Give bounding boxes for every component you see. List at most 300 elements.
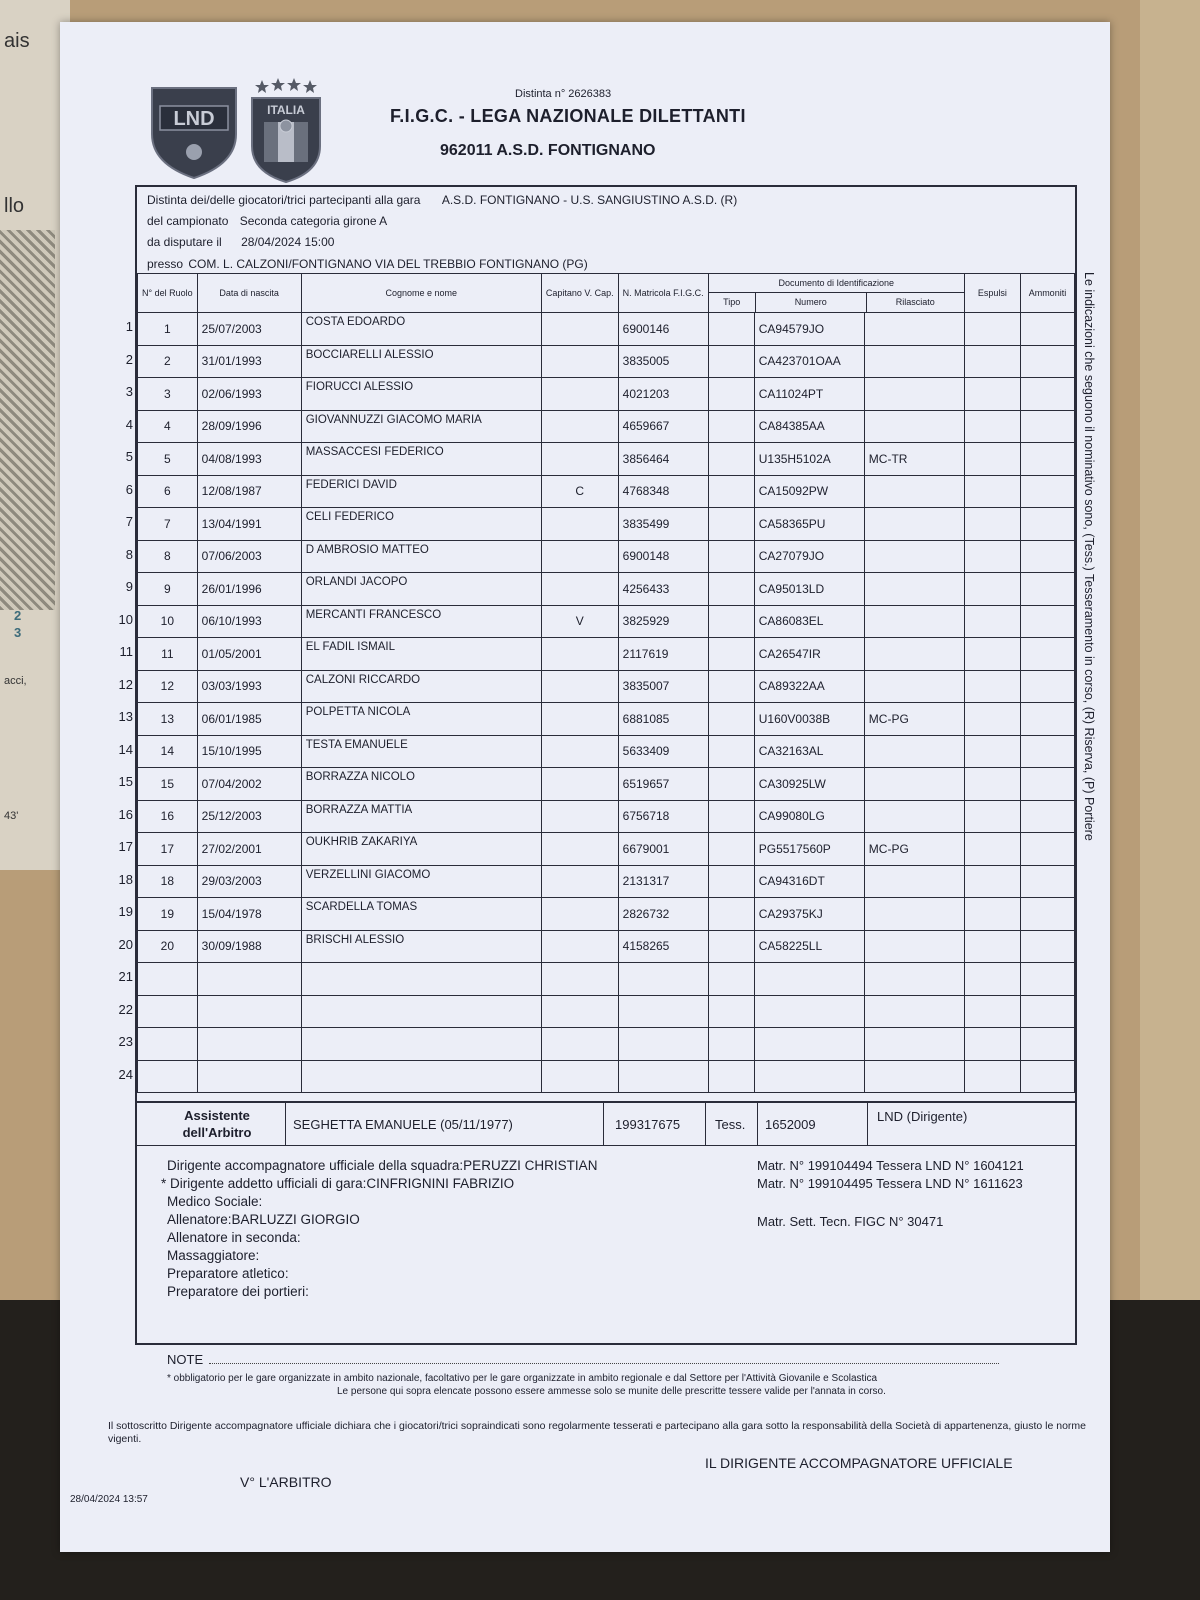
table-row [138,768,1075,801]
cell-cap [541,833,618,866]
cell-espulsi [964,833,1020,866]
desk-right [1140,0,1200,1300]
row-number: 20 [118,936,133,952]
cell-nascita: 25/07/2003 [197,313,301,346]
cell-tipo [708,703,754,736]
cell-ammoniti [1020,540,1074,573]
row-number: 4 [125,416,133,432]
cell-tipo [708,898,754,931]
cell-nascita: 07/06/2003 [197,540,301,573]
distinta-number: Distinta n° 2626383 [515,88,612,100]
players-box [118,185,1077,1397]
match-line [147,193,737,207]
row-number: 17 [118,839,133,854]
cell-ammoniti [1020,345,1074,378]
cell-matricola: 3835007 [618,670,708,703]
table-row-empty [138,1060,1075,1093]
cell-espulsi [964,508,1020,541]
cell-matricola: 6900148 [618,540,708,573]
assistente-name: SEGHETTA EMANUELE (05/11/1977) [293,1117,513,1132]
cell-cap [541,800,618,833]
cell-rilasciato [864,378,964,411]
cell-ruolo: 11 [138,638,198,671]
table-row [138,703,1075,736]
staff-addetto: * Dirigente addetto ufficiali di gara:CINFRIGNINI FABRIZIO [161,1176,515,1191]
cell-tipo [708,768,754,801]
col-capitano: Capitano V. Cap. [541,274,618,313]
newspaper-fragment: 43' [4,810,19,822]
cell-tipo [708,800,754,833]
row-number: 14 [118,741,133,757]
cell-empty [618,963,708,996]
cell-nome: ORLANDI JACOPO [301,573,541,606]
cell-numero: CA58365PU [754,508,864,541]
cell-nome: CELI FEDERICO [301,508,541,541]
newspaper-photo [0,230,55,610]
cell-nascita: 25/12/2003 [197,800,301,833]
table-row [138,898,1075,931]
cell-empty [708,995,754,1028]
cell-ruolo: 7 [138,508,198,541]
row-number: 24 [118,1066,133,1082]
col-tipo: Tipo [709,293,756,312]
cell-numero: PG5517560P [754,833,864,866]
cell-empty [754,1060,864,1093]
cell-rilasciato [864,475,964,508]
cell-cap [541,670,618,703]
cell-ammoniti [1020,638,1074,671]
cell-ammoniti [1020,930,1074,963]
cell-empty [864,995,964,1028]
cell-nome: D AMBROSIO MATTEO [301,540,541,573]
venue-label: presso [147,257,184,271]
cell-empty [301,995,541,1028]
cell-nascita: 28/09/1996 [197,410,301,443]
italia-logo-text: ITALIA [267,103,305,117]
cell-empty [1020,963,1074,996]
cell-numero: CA89322AA [754,670,864,703]
cell-espulsi [964,540,1020,573]
cell-empty [301,1028,541,1061]
cell-espulsi [964,638,1020,671]
col-numero: Numero [756,293,867,312]
cell-empty [964,963,1020,996]
cell-empty [618,995,708,1028]
cell-tipo [708,930,754,963]
cell-empty [138,963,198,996]
cell-nascita: 02/06/1993 [197,378,301,411]
cell-cap [541,540,618,573]
cell-matricola: 4158265 [618,930,708,963]
row-number: 18 [118,871,133,887]
table-row [138,735,1075,768]
cell-espulsi [964,930,1020,963]
cell-espulsi [964,573,1020,606]
club-name: 962011 A.S.D. FONTIGNANO [440,142,656,159]
cell-nascita: 13/04/1991 [197,508,301,541]
table-row [138,605,1075,638]
assistente-label-line2: dell'Arbitro [182,1125,252,1140]
cell-ammoniti [1020,573,1074,606]
cell-tipo [708,605,754,638]
table-row [138,670,1075,703]
cell-tipo [708,638,754,671]
table-row [138,475,1075,508]
cell-ammoniti [1020,410,1074,443]
declaration-text: Il sottoscritto Dirigente accompagnatore ufficiale dichiara che i giocatori/trici sopraindicati sono regolarmente tesserati e partecipano alla gara sotto la responsabilità della Società di appartenenza, giusto le norme vigenti. [108,1420,1087,1445]
table-row [138,865,1075,898]
cell-nome: BORRAZZA MATTIA [301,800,541,833]
date-label: da disputare il [147,235,222,249]
cell-numero: CA30925LW [754,768,864,801]
cell-nascita: 27/02/2001 [197,833,301,866]
col-espulsi: Espulsi [964,274,1020,313]
cell-ammoniti [1020,508,1074,541]
cell-empty [864,1060,964,1093]
date-line [147,235,334,249]
cell-espulsi [964,313,1020,346]
cell-nascita: 07/04/2002 [197,768,301,801]
cell-numero: CA11024PT [754,378,864,411]
cell-ruolo: 12 [138,670,198,703]
row-number: 11 [119,644,133,659]
cell-empty [197,995,301,1028]
cell-matricola: 2826732 [618,898,708,931]
cell-numero: CA99080LG [754,800,864,833]
cell-espulsi [964,410,1020,443]
cell-ruolo: 19 [138,898,198,931]
row-number: 22 [118,1001,133,1017]
cell-cap [541,345,618,378]
cell-tipo [708,735,754,768]
cell-numero: CA58225LL [754,930,864,963]
row-number: 16 [118,806,133,822]
cell-nome: FEDERICI DAVID [301,475,541,508]
cell-tipo [708,573,754,606]
cell-ruolo: 5 [138,443,198,476]
row-numbers [105,311,133,1091]
cell-espulsi [964,898,1020,931]
row-number: 19 [118,904,133,919]
cell-matricola: 3825929 [618,605,708,638]
cell-ruolo: 9 [138,573,198,606]
row-number: 12 [118,676,133,692]
cell-cap [541,768,618,801]
cell-matricola: 4256433 [618,573,708,606]
cell-matricola: 6900146 [618,313,708,346]
table-row [138,800,1075,833]
cell-numero: CA95013LD [754,573,864,606]
cell-empty [964,1060,1020,1093]
col-documento [708,274,964,313]
cell-ruolo: 4 [138,410,198,443]
match-teams: A.S.D. FONTIGNANO - U.S. SANGIUSTINO A.S.D. (R) [441,193,738,207]
cell-espulsi [964,768,1020,801]
cell-rilasciato [864,605,964,638]
cell-empty [138,995,198,1028]
cell-nascita: 31/01/1993 [197,345,301,378]
cell-empty [197,1060,301,1093]
cell-empty [864,963,964,996]
cell-ruolo: 16 [138,800,198,833]
cell-ruolo: 20 [138,930,198,963]
cell-cap [541,443,618,476]
cell-matricola: 4768348 [618,475,708,508]
row-number: 5 [125,449,133,464]
table-row [138,508,1075,541]
cell-cap [541,930,618,963]
assistente-row [137,1101,1075,1146]
cell-nome: POLPETTA NICOLA [301,703,541,736]
players-table [137,273,1075,1093]
cell-rilasciato [864,638,964,671]
row-number: 1 [125,319,133,334]
cell-ruolo: 6 [138,475,198,508]
table-row [138,378,1075,411]
col-nascita: Data di nascita [197,274,301,313]
championship-label: del campionato [147,214,229,228]
cell-ammoniti [1020,833,1074,866]
cell-nome: BORRAZZA NICOLO [301,768,541,801]
assistente-label [157,1107,277,1141]
cell-cap: V [541,605,618,638]
staff-medico: Medico Sociale: [167,1194,263,1209]
table-row [138,345,1075,378]
row-number: 15 [118,774,133,789]
cell-nome: BRISCHI ALESSIO [301,930,541,963]
cell-espulsi [964,443,1020,476]
cell-espulsi [964,865,1020,898]
cell-rilasciato [864,768,964,801]
staff-allenatore-seconda: Allenatore in seconda: [167,1230,301,1245]
cell-cap [541,378,618,411]
cell-rilasciato [864,508,964,541]
table-row [138,573,1075,606]
col-nome: Cognome e nome [301,274,541,313]
cell-empty [138,1060,198,1093]
cell-rilasciato [864,898,964,931]
cell-nome: GIOVANNUZZI GIACOMO MARIA [301,410,541,443]
assistente-role: LND (Dirigente) [877,1109,968,1124]
cell-ruolo: 13 [138,703,198,736]
staff-massaggiatore: Massaggiatore: [167,1248,260,1263]
cell-nome: EL FADIL ISMAIL [301,638,541,671]
date-value: 28/04/2024 15:00 [241,235,335,249]
cell-matricola: 2131317 [618,865,708,898]
cell-rilasciato: MC-PG [864,703,964,736]
cell-numero: CA423701OAA [754,345,864,378]
table-row-empty [138,995,1075,1028]
cell-espulsi [964,670,1020,703]
cell-numero: U135H5102A [754,443,864,476]
cell-rilasciato [864,670,964,703]
cell-ammoniti [1020,670,1074,703]
cell-ammoniti [1020,735,1074,768]
cell-ruolo: 3 [138,378,198,411]
cell-empty [197,1028,301,1061]
venue-value: COM. L. CALZONI/FONTIGNANO VIA DEL TREBBIO FONTIGNANO (PG) [188,257,588,271]
cell-matricola: 3835005 [618,345,708,378]
cell-espulsi [964,800,1020,833]
cell-empty [864,1028,964,1061]
cell-empty [1020,995,1074,1028]
cell-matricola: 4021203 [618,378,708,411]
cell-empty [541,995,618,1028]
cell-empty [301,1060,541,1093]
cell-empty [541,1028,618,1061]
cell-nome: MERCANTI FRANCESCO [301,605,541,638]
row-number: 9 [125,579,133,594]
cell-rilasciato [864,865,964,898]
table-row [138,930,1075,963]
cell-empty [754,963,864,996]
cell-matricola: 6519657 [618,768,708,801]
cell-tipo [708,508,754,541]
cell-ruolo: 8 [138,540,198,573]
cell-nome: TESTA EMANUELE [301,735,541,768]
assistente-tess-value: 1652009 [765,1117,816,1132]
staff-preparatore-atletico: Preparatore atletico: [167,1266,289,1281]
newspaper-fragment: ais [4,30,30,52]
cell-tipo [708,833,754,866]
cell-nome: OUKHRIB ZAKARIYA [301,833,541,866]
cell-nascita: 29/03/2003 [197,865,301,898]
row-number: 13 [118,709,133,724]
cell-tipo [708,670,754,703]
row-number: 23 [118,1034,133,1049]
cell-nascita: 03/03/1993 [197,670,301,703]
cell-nascita: 01/05/2001 [197,638,301,671]
cell-ammoniti [1020,703,1074,736]
cell-empty [197,963,301,996]
matricola-line: Matr. N° 199104495 Tessera LND N° 1611623 [757,1176,1023,1191]
newspaper-fragment: acci, [4,675,27,687]
cell-empty [964,995,1020,1028]
side-legend-text: Le indicazioni che seguono il nominativo sono, (Tess.) Tesseramento in corso, (R) Riserva, (P) Portiere [1082,272,1096,841]
cell-ammoniti [1020,768,1074,801]
cell-matricola: 4659667 [618,410,708,443]
newspaper-fragment: llo [4,195,25,217]
table-row [138,833,1075,866]
cell-numero: CA29375KJ [754,898,864,931]
assistente-tess-label: Tess. [715,1117,746,1132]
row-number: 2 [125,351,133,367]
cell-ammoniti [1020,898,1074,931]
note-label: NOTE [167,1352,204,1367]
cell-rilasciato [864,930,964,963]
footnote-persone: Le persone qui sopra elencate possono essere ammesse solo se munite delle prescritte tessere valide per l'annata in corso. [337,1386,886,1397]
cell-espulsi [964,345,1020,378]
cell-rilasciato: MC-TR [864,443,964,476]
note-line [167,1352,1047,1367]
cell-matricola: 2117619 [618,638,708,671]
cell-tipo [708,410,754,443]
cell-rilasciato [864,735,964,768]
cell-nascita: 15/10/1995 [197,735,301,768]
championship-value: Seconda categoria girone A [239,214,388,228]
row-number: 7 [125,514,133,529]
cell-empty [1020,1060,1074,1093]
table-row-empty [138,1028,1075,1061]
cell-rilasciato [864,540,964,573]
table-row [138,410,1075,443]
print-timestamp: 28/04/2024 13:57 [70,1494,148,1505]
row-number: 8 [125,546,133,562]
cell-matricola: 3856464 [618,443,708,476]
cell-numero: CA84385AA [754,410,864,443]
cell-matricola: 6881085 [618,703,708,736]
cell-cap: C [541,475,618,508]
col-matricola: N. Matricola F.I.G.C. [618,274,708,313]
cell-cap [541,735,618,768]
newspaper-fragment: 2 [14,608,22,623]
document-title: F.I.G.C. - LEGA NAZIONALE DILETTANTI [390,106,746,126]
cell-rilasciato [864,410,964,443]
matricola-line: Matr. Sett. Tecn. FIGC N° 30471 [757,1214,944,1229]
cell-matricola: 6679001 [618,833,708,866]
venue-line [147,257,588,271]
cell-empty [754,1028,864,1061]
dirigente-signature-label: IL DIRIGENTE ACCOMPAGNATORE UFFICIALE [705,1455,1013,1471]
cell-numero: CA26547IR [754,638,864,671]
table-row [138,313,1075,346]
cell-espulsi [964,605,1020,638]
row-number: 21 [118,969,133,984]
cell-rilasciato [864,345,964,378]
cell-cap [541,865,618,898]
cell-ruolo: 10 [138,605,198,638]
lnd-logo [148,84,240,180]
cell-espulsi [964,378,1020,411]
cell-tipo [708,865,754,898]
cell-ruolo: 2 [138,345,198,378]
cell-tipo [708,345,754,378]
cell-cap [541,573,618,606]
cell-rilasciato [864,573,964,606]
staff-allenatore: Allenatore:BARLUZZI GIORGIO [167,1212,360,1227]
cell-tipo [708,475,754,508]
cell-nascita: 06/10/1993 [197,605,301,638]
cell-tipo [708,540,754,573]
lnd-logo-text: LND [173,108,215,130]
cell-cap [541,703,618,736]
cell-ammoniti [1020,313,1074,346]
arbitro-signature-label: V° L'ARBITRO [240,1474,332,1490]
cell-numero: CA27079JO [754,540,864,573]
cell-nome: COSTA EDOARDO [301,313,541,346]
cell-empty [541,963,618,996]
cell-empty [754,995,864,1028]
assistente-matricola: 199317675 [615,1117,681,1132]
cell-rilasciato [864,800,964,833]
cell-ammoniti [1020,605,1074,638]
assistente-label-line1: Assistente [184,1108,250,1123]
cell-empty [1020,1028,1074,1061]
cell-empty [301,963,541,996]
table-row [138,443,1075,476]
cell-empty [138,1028,198,1061]
footnote-obbligatorio: * obbligatorio per le gare organizzate in ambito nazionale, facoltativo per le gare organizzate in ambito regionale e dal Settore per l'Attività Giovanile e Scolastica [167,1373,878,1384]
cell-ammoniti [1020,378,1074,411]
cell-ruolo: 18 [138,865,198,898]
cell-cap [541,638,618,671]
cell-ammoniti [1020,865,1074,898]
match-label: Distinta dei/delle giocatori/trici partecipanti alla gara [147,193,421,207]
staff-preparatore-portieri: Preparatore dei portieri: [167,1284,309,1299]
cell-ammoniti [1020,443,1074,476]
cell-numero: CA32163AL [754,735,864,768]
cell-nascita: 15/04/1978 [197,898,301,931]
